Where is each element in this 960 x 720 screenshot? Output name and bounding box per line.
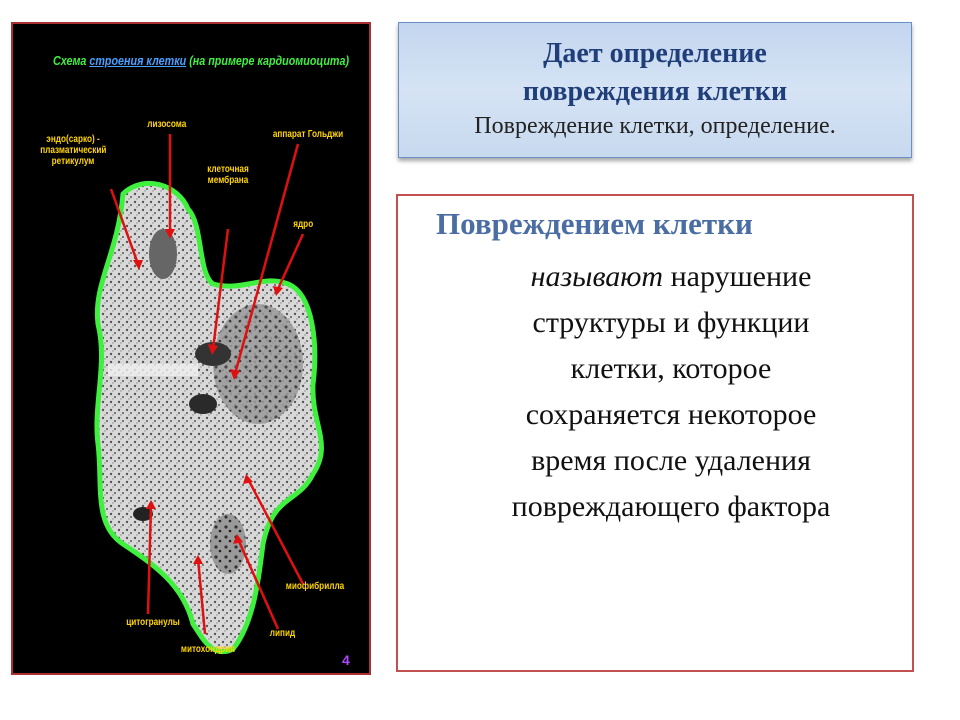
slide-title-box xyxy=(398,22,912,158)
label-reticulum: эндо(сарко) - плазматический ретикулум xyxy=(40,134,107,167)
label-lipid: липид xyxy=(269,628,296,639)
label-golgi: аппарат Гольджи xyxy=(272,129,344,140)
definition-lead: Повреждением клетки xyxy=(436,206,753,241)
definition-line2: структуры и функции xyxy=(532,306,810,339)
definition-line3: клетки, которое xyxy=(570,352,772,385)
diagram-title-part2: (на примере кардиомиоцита) xyxy=(186,54,350,68)
label-lysosome: лизосома xyxy=(147,119,187,130)
cell-diagram-image xyxy=(11,22,371,675)
slide-subtitle: Повреждение клетки, определение. xyxy=(474,113,836,139)
label-membrane: клеточная мембрана xyxy=(207,164,249,186)
diagram-title xyxy=(53,54,350,68)
label-mitochondria: митохондрия xyxy=(180,644,236,655)
definition-text xyxy=(426,254,916,530)
definition-line6: повреждающего фактора xyxy=(511,490,831,523)
label-myofibril: миофибрилла xyxy=(285,581,345,592)
slide-title-line2: повреждения клетки xyxy=(522,76,788,107)
diagram-page-number: 4 xyxy=(342,652,350,668)
definition-box xyxy=(396,194,914,672)
definition-line1-rest: нарушение xyxy=(663,260,812,293)
slide-title xyxy=(399,35,911,111)
diagram-title-part1: Схема xyxy=(53,54,90,68)
label-nucleus: ядро xyxy=(293,219,314,230)
cardiomyocyte-diagram xyxy=(13,24,369,673)
slide-title-line1: Дает определение xyxy=(543,38,767,69)
label-cytogranules: цитогранулы xyxy=(126,617,180,628)
definition-italic-word: называют xyxy=(530,260,664,293)
definition-line1 xyxy=(426,254,916,300)
definition-line5: время после удаления xyxy=(531,444,811,477)
definition-line4: сохраняется некоторое xyxy=(525,398,817,431)
diagram-title-link[interactable]: строения клетки xyxy=(89,54,187,68)
